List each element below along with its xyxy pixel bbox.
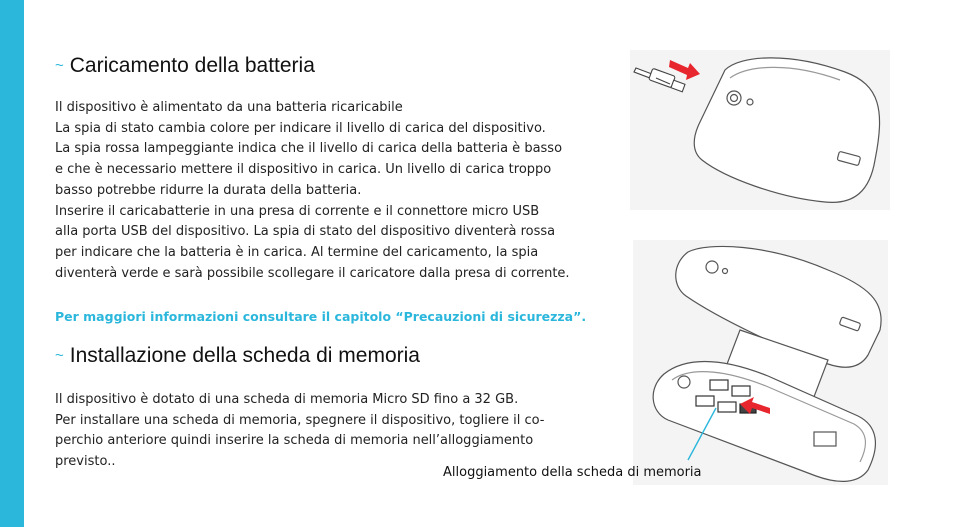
paragraph-line: diventerà verde e sarà possibile scollegare il caricatore dalla presa di corrente. xyxy=(55,265,570,281)
sim-slot xyxy=(696,396,714,406)
paragraph-line: Il dispositivo è alimentato da una batteria ricaricabile xyxy=(55,100,403,115)
paragraph-line: Per installare una scheda di memoria, spegnere il dispositivo, togliere il co- xyxy=(55,412,545,428)
figure-caption: Alloggiamento della scheda di memoria xyxy=(443,465,702,480)
paragraph-line: e che è necessario mettere il dispositivo in carica. Un livello di carica troppo xyxy=(55,162,552,178)
safety-note: Per maggiori informazioni consultare il capitolo “Precauzioni di sicurezza”. xyxy=(55,309,587,324)
connector-shape xyxy=(814,432,836,446)
side-accent-bar xyxy=(0,0,24,527)
memory-card-paragraph xyxy=(55,390,587,473)
section-title-battery: ~ Caricamento della batteria xyxy=(55,54,315,77)
sim-slot xyxy=(732,386,750,396)
paragraph-line: Il dispositivo è dotato di una scheda di memoria Micro SD fino a 32 GB. xyxy=(55,392,519,407)
section-title-memory-card: ~ Installazione della scheda di memoria xyxy=(55,344,420,367)
paragraph-line: basso potrebbe ridurre la durata della batteria. xyxy=(55,182,362,198)
memory-card-slot xyxy=(718,402,736,412)
sim-slot xyxy=(710,380,728,390)
charging-illustration xyxy=(630,50,890,210)
paragraph-line: per indicare che la batteria è in carica. Al termine del caricamento, la spia xyxy=(55,244,539,260)
battery-paragraph xyxy=(55,98,587,284)
paragraph-line: perchio anteriore quindi inserire la scheda di memoria nell’alloggiamento xyxy=(55,433,534,449)
memory-card-illustration xyxy=(628,240,890,485)
paragraph-line: Inserire il caricabatterie in una presa di corrente e il connettore micro USB xyxy=(55,203,540,219)
paragraph-line: La spia di stato cambia colore per indicare il livello di carica del dispositivo. xyxy=(55,120,546,136)
paragraph-line: alla porta USB del dispositivo. La spia di stato del dispositivo diventerà rossa xyxy=(55,224,556,240)
paragraph-line: previsto.. xyxy=(55,454,116,470)
paragraph-line: La spia rossa lampeggiante indica che il livello di carica della batteria è basso xyxy=(55,141,563,157)
